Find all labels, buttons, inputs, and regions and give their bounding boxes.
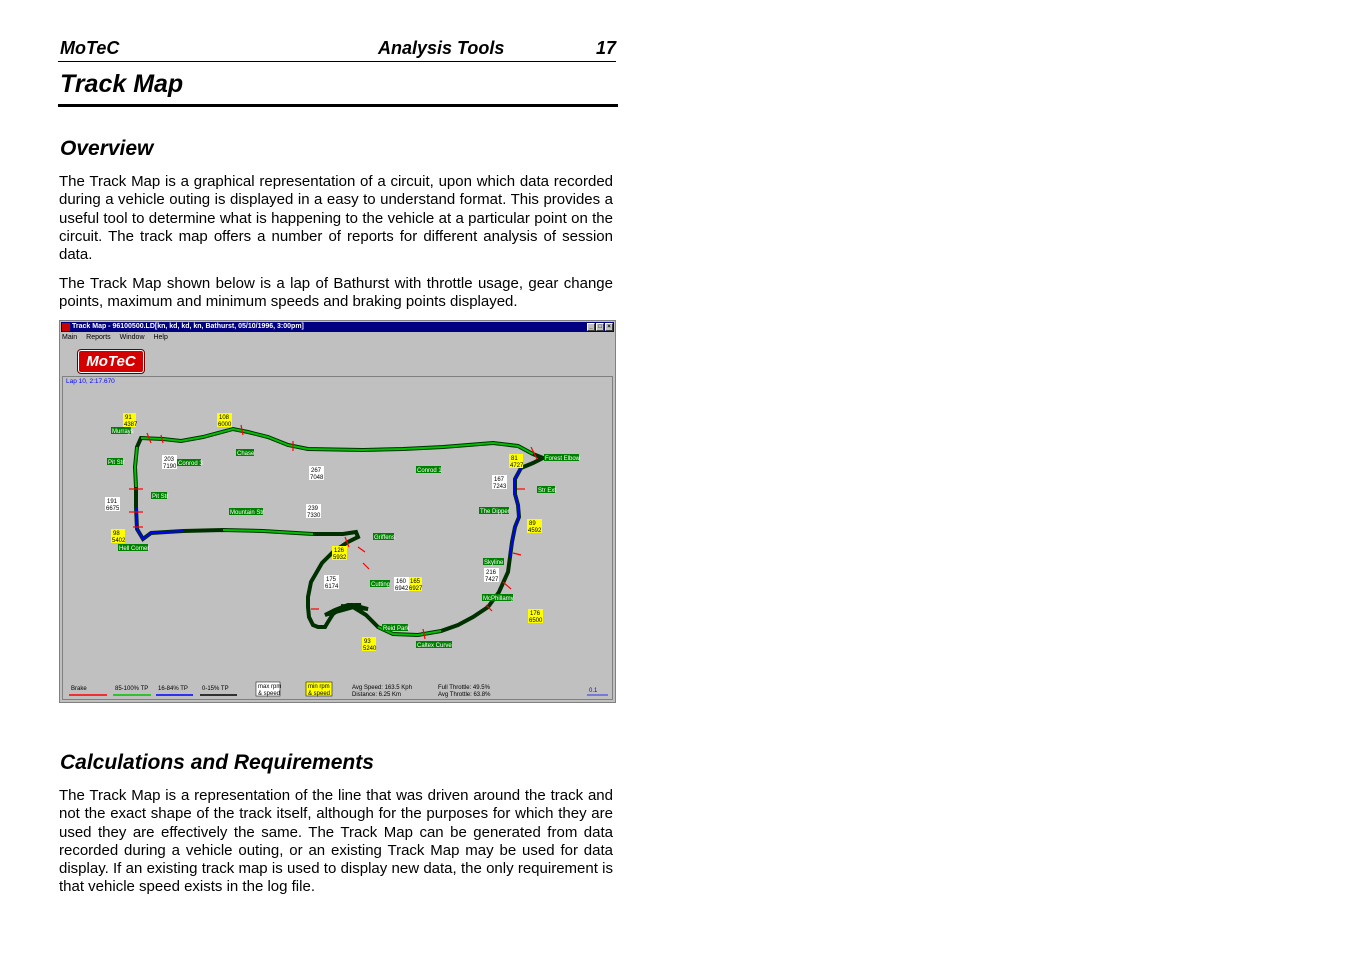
max-rpm: 5932	[333, 555, 347, 561]
corner-label: Conrod 3	[178, 461, 203, 467]
header-brand: MoTeC	[60, 38, 120, 58]
menu-bar	[62, 333, 175, 343]
min-speed: 175	[326, 577, 337, 583]
corner-label: Mountain Str	[230, 510, 265, 516]
max-speed: 98	[113, 531, 120, 537]
menu-reports[interactable]: Reports	[86, 334, 111, 341]
maximize-icon[interactable]: □	[596, 323, 604, 331]
calculations-paragraph: The Track Map is a representation of the line that was driven around the track and not the exact shape of the track itself, although for the purposes for which they are used they are effectively the same. The Track Map can be generated from data recorded during a vehicle outing, or an existing Track Map may be used for data display. If an existing track map is used to display new data, the only requirement is that vehicle speed exists in the log file.	[59, 787, 613, 896]
page-title: Track Map	[58, 70, 618, 107]
header-page-number: 17	[595, 38, 616, 58]
map-legend	[69, 682, 608, 698]
section-heading-overview: Overview	[60, 137, 154, 160]
track-map-svg	[63, 377, 612, 699]
app-icon	[62, 323, 70, 331]
min-rpm: 7190	[163, 464, 177, 470]
max-speed: 91	[125, 415, 132, 421]
header-chapter: Analysis Tools	[378, 38, 505, 58]
min-rpm: 6174	[325, 584, 339, 590]
overview-paragraph-1: The Track Map is a graphical representation of a circuit, upon which data recorded during a vehicle outing is displayed in a easy to understand format. This provides a useful tool to determine what is happening to the vehicle at a particular point on the circuit. The track map offers a number of reports for different analysis of session data.	[59, 173, 613, 264]
max-rpm: 6500	[529, 618, 543, 624]
max-speed: 165	[410, 579, 421, 585]
legend-tp-mid: 16-84% TP	[158, 686, 188, 692]
min-speed: 239	[308, 506, 319, 512]
menu-help[interactable]: Help	[153, 334, 168, 341]
track-map-screenshot	[59, 320, 616, 703]
corner-label: Chase	[237, 451, 255, 457]
legend-max-box: & speed	[258, 691, 281, 697]
minimize-icon[interactable]: _	[587, 323, 595, 331]
running-header	[58, 38, 616, 62]
distance: Distance: 6.25 Km	[352, 692, 402, 698]
full-throttle: Full Throttle: 49.5%	[438, 685, 490, 691]
max-rpm: 4727	[510, 463, 524, 469]
max-rpm: 4592	[528, 528, 542, 534]
menu-main[interactable]: Main	[62, 334, 78, 341]
corner-label: Pit Str	[152, 494, 169, 500]
window-title: Track Map - 96100500.LD[kn, kd, kd, kn, Bathurst, 05/10/1996, 3:00pm]	[72, 323, 304, 330]
corner-label: Conrod 1	[417, 468, 442, 474]
corner-label: Pit Str	[108, 460, 125, 466]
max-rpm: 5402	[112, 538, 126, 544]
section-heading-calculations: Calculations and Requirements	[60, 751, 374, 774]
legend-brake: Brake	[71, 686, 87, 692]
close-icon[interactable]: ×	[605, 323, 613, 331]
max-rpm: 4387	[124, 422, 138, 428]
corner-label: Griffens	[374, 535, 395, 541]
track-map-plot	[62, 376, 613, 700]
corner-label: Skyline	[484, 560, 504, 566]
avg-speed: Avg Speed: 163.5 Kph	[352, 685, 412, 691]
max-speed: 126	[334, 548, 345, 554]
min-speed-boxes	[105, 455, 507, 592]
motec-logo: MoTeC	[78, 350, 144, 373]
min-rpm: 7427	[485, 577, 499, 583]
legend-min-box: & speed	[308, 691, 331, 697]
max-speed: 108	[219, 415, 230, 421]
corner-label: Hell Corner	[119, 546, 150, 552]
max-speed: 93	[364, 639, 371, 645]
max-speed: 81	[511, 456, 518, 462]
min-speed: 216	[486, 570, 497, 576]
max-rpm: 5240	[363, 646, 377, 652]
min-rpm: 6675	[106, 506, 120, 512]
legend-max-box: max rpm	[258, 684, 282, 690]
max-speed: 176	[530, 611, 541, 617]
max-speed: 89	[529, 521, 536, 527]
corner-label: The Dipper	[480, 509, 510, 515]
legend-tp-high: 85-100% TP	[115, 686, 149, 692]
window-titlebar	[61, 322, 614, 332]
corner-label: Murrays	[112, 429, 134, 435]
legend-min-box: min rpm	[308, 684, 330, 690]
corner-label: Reid Park	[383, 626, 410, 632]
max-rpm: 6000	[218, 422, 232, 428]
corner-label: Cutting	[371, 582, 391, 588]
min-rpm: 7243	[493, 484, 507, 490]
min-speed: 167	[494, 477, 505, 483]
corner-label: McPhillamy	[483, 596, 514, 602]
map-scale: 0.1	[589, 688, 598, 694]
corner-label: Forest Elbow	[545, 456, 581, 462]
max-rpm: 6927	[409, 586, 423, 592]
corner-label: Caltex Curve	[417, 643, 452, 649]
min-speed: 267	[311, 468, 322, 474]
lap-label: Lap 10, 2:17.670	[66, 378, 115, 385]
min-speed: 160	[396, 579, 407, 585]
min-rpm: 7330	[307, 513, 321, 519]
overview-paragraph-2: The Track Map shown below is a lap of Bathurst with throttle usage, gear change points, maximum and minimum speeds and braking points displayed.	[59, 275, 613, 311]
avg-throttle: Avg Throttle: 63.8%	[438, 692, 491, 698]
legend-tp-low: 0-15% TP	[202, 686, 229, 692]
min-rpm: 7048	[310, 475, 324, 481]
min-speed: 203	[164, 457, 175, 463]
menu-window[interactable]: Window	[119, 334, 145, 341]
min-rpm: 6942	[395, 586, 409, 592]
corner-label: Str Ext	[538, 488, 557, 494]
min-speed: 191	[107, 499, 118, 505]
